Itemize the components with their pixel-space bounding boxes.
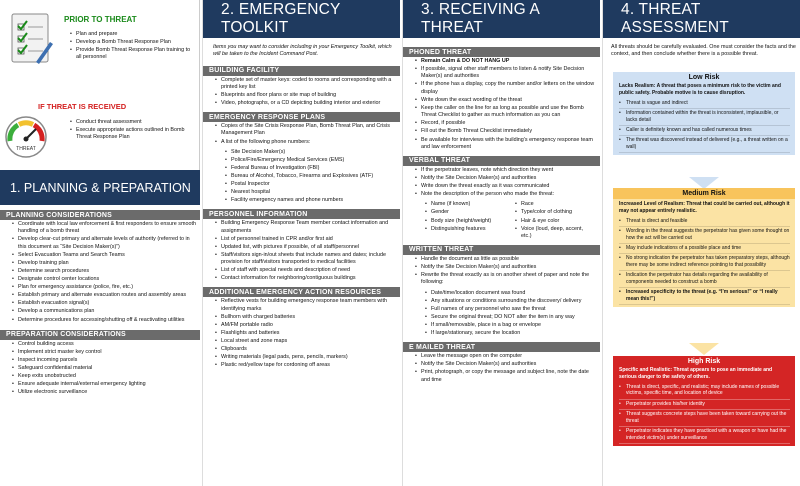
list-item: • Bullhorn with charged batteries: [215, 314, 399, 321]
medium-risk-title: Medium Risk: [613, 188, 795, 199]
list-item: • Rewrite the threat exactly as is on another sheet of paper and note the following:: [415, 272, 599, 287]
emailed-header: E MAILED THREAT: [403, 342, 600, 352]
description-right: [511, 200, 591, 242]
list-item: • Building Emergency Response Team member contact information and assignments: [215, 220, 399, 235]
medium-risk-box: [613, 188, 795, 307]
list-item: • Gender: [425, 209, 509, 216]
list-item: • Copies of the Site Crisis Response Plan, Bomb Threat Plan, and Crisis Management Plan: [215, 123, 399, 138]
assessment-title: 4. THREAT ASSESSMENT: [603, 0, 800, 38]
planning-banner: [0, 170, 200, 205]
list-item: • Local street and zone maps: [215, 338, 399, 345]
list-item: • Perpetrator provides his/her identity: [619, 400, 790, 410]
list-item: • Develop a communications plan: [12, 308, 198, 315]
receiving-column: [402, 0, 600, 486]
written-header: WRITTEN THREAT: [403, 245, 600, 255]
list-item: • Information contained within the threat is inconsistent, implausible, or lacks detail: [619, 109, 790, 126]
list-item: • If large/stationary, secure the location: [425, 330, 599, 337]
written-sublist: [403, 289, 600, 340]
phoned-list: [403, 57, 600, 153]
low-risk-title: Low Risk: [688, 74, 720, 81]
list-item: • Develop training plan: [12, 260, 198, 267]
list-item: • Bureau of Alcohol, Tobacco, Firearms and Explosives (ATF): [225, 173, 399, 180]
personnel-header: PERSONNEL INFORMATION: [203, 209, 400, 219]
written-list: [403, 255, 600, 289]
list-item: • Staff/visitors sign-in/out sheets that include names and dates; include provision for staff/visitors transported to medical facilities: [215, 252, 399, 267]
high-risk-box: [613, 356, 795, 446]
preparation-header: PREPARATION CONSIDERATIONS: [0, 330, 200, 340]
list-item: • Site Decision Maker(s): [225, 149, 399, 156]
list-item: • Increased specificity to the threat (e.g. “I’m serious!” or “I really mean this!”): [619, 288, 790, 305]
toolkit-intro: Items you may want to consider including in your Emergency Toolkit, which will be taken to the Incident Command Post.: [213, 44, 392, 58]
description-grid: [403, 200, 600, 242]
list-item: • Type/color of clothing: [515, 209, 589, 216]
list-item: • Notify the Site Decision Maker(s) and authorities: [415, 264, 599, 271]
list-item: • Blueprints and floor plans or site map of building: [215, 92, 399, 99]
list-item: • Execute appropriate actions outlined in Bomb Threat Response Plan: [70, 127, 196, 142]
list-item: • Indication the perpetrator has details regarding the availability of components needed to construct a bomb: [619, 271, 790, 288]
list-item: • Facility emergency names and phone numbers: [225, 197, 399, 204]
list-item: • AM/FM portable radio: [215, 322, 399, 329]
list-item: • List of staff with special needs and description of need: [215, 267, 399, 274]
list-item: • Hair & eye color: [515, 218, 589, 225]
list-item: • If possible, signal other staff members to listen & notify Site Decision Maker(s) and authorities: [415, 66, 599, 81]
received-list: [58, 118, 198, 143]
down-arrow-icon: [689, 343, 719, 355]
list-item: • Reflective vests for building emergency response team members with identifying marks: [215, 298, 399, 313]
list-item: • Threat is direct and feasible: [619, 217, 790, 227]
high-risk-list: [613, 383, 795, 446]
list-item: • Plastic red/yellow tape for cordoning off areas: [215, 362, 399, 369]
list-item: • Threat is vague and indirect: [619, 99, 790, 109]
additional-list: [203, 297, 400, 371]
list-item: • May include indications of a possible place and time: [619, 244, 790, 254]
list-item: • Be available for interviews with the building’s emergency response team and law enforcement: [415, 137, 599, 152]
additional-header: ADDITIONAL EMERGENCY ACTION RESOURCES: [203, 287, 400, 297]
list-item: • Ensure adequate internal/external emergency lighting: [12, 381, 198, 388]
list-item: • Write down the exact wording of the threat: [415, 97, 599, 104]
overview-box: [0, 0, 200, 170]
checklist-icon: [6, 12, 54, 66]
list-item: • Implement strict master key control: [12, 349, 198, 356]
high-risk-title: High Risk: [687, 358, 721, 365]
list-item: • Provide Bomb Threat Response Plan training to all personnel: [70, 47, 196, 62]
list-item: • Develop clear-cut primary and alternate levels of authority (referred to in this document as “Site Decision Maker(s)”): [12, 236, 198, 251]
assessment-column: [602, 0, 800, 486]
list-item: • Postal Inspector: [225, 181, 399, 188]
building-header: BUILDING FACILITY: [203, 66, 400, 76]
list-item: • Plan for emergency assistance (police, fire, etc.): [12, 284, 198, 291]
list-item: • Caller is definitely known and has called numerous times: [619, 126, 790, 136]
list-item: • Secure the original threat; DO NOT alter the item in any way: [425, 314, 599, 321]
list-item: • Safeguard confidential material: [12, 365, 198, 372]
list-item: • Notify the Site Decision Maker(s) and authorities: [415, 361, 599, 368]
high-risk-desc: Specific and Realistic: Threat appears to pose an immediate and serious danger to the safety of others.: [619, 367, 773, 380]
toolkit-title: 2. EMERGENCY TOOLKIT: [203, 0, 400, 38]
list-item: • Print, photograph, or copy the message and subject line, note the date and time: [415, 369, 599, 384]
list-item: • Name (if known): [425, 201, 509, 208]
list-item: • Note the description of the person who made the threat:: [415, 191, 599, 198]
page-title: 1. PLANNING & PREPARATION: [10, 180, 191, 195]
list-item: • If small/removable, place in a bag or envelope: [425, 322, 599, 329]
planning-header: PLANNING CONSIDERATIONS: [0, 210, 200, 220]
plans-list: [203, 122, 400, 147]
low-risk-desc: Lacks Realism: A threat that poses a minimum risk to the victim and public safety. Probable motive is to cause disruption.: [619, 83, 781, 96]
list-item: • If the perpetrator leaves, note which direction they went: [415, 167, 599, 174]
list-item: • Control building access: [12, 341, 198, 348]
list-item: • Designate control center locations: [12, 276, 198, 283]
list-item: • Full names of any personnel who saw the threat: [425, 306, 599, 313]
prior-title: PRIOR TO THREAT: [64, 15, 137, 24]
low-risk-box: [613, 72, 795, 155]
emailed-list: [403, 352, 600, 386]
list-item: • Leave the message open on the computer: [415, 353, 599, 360]
medium-risk-desc: Increased Level of Realism: Threat that could be carried out, although it may not appear entirely realistic.: [619, 201, 790, 214]
personnel-list: [203, 219, 400, 284]
list-item: • A list of the following phone numbers:: [215, 139, 399, 146]
list-item: • Threat is direct, specific, and realistic; may include names of possible victims, specific time, and location of device: [619, 383, 790, 400]
list-item: • Determine procedures for accessing/shutting off & reactivating utilities: [12, 317, 198, 324]
list-item: • Date/time/location document was found: [425, 290, 599, 297]
receiving-title: 3. RECEIVING A THREAT: [403, 0, 600, 38]
list-item: • Write down the threat exactly as it was communicated: [415, 183, 599, 190]
received-title: IF THREAT IS RECEIVED: [38, 102, 127, 111]
list-item: • Body size (height/weight): [425, 218, 509, 225]
medium-risk-list: [613, 217, 795, 308]
list-item: • Fill out the Bomb Threat Checklist immediately: [415, 128, 599, 135]
preparation-list: [0, 340, 200, 399]
list-item: • Establish evacuation signal(s): [12, 300, 198, 307]
list-item: • Wording in the threat suggests the perpetrator has given some thought on how the act will be carried out: [619, 227, 790, 244]
list-item: • Remain Calm & DO NOT HANG UP: [415, 58, 599, 65]
list-item: • Perpetrator indicates they have practiced with a weapon or have had the intended victim(s) under surveillance: [619, 427, 790, 444]
list-item: • Utilize electronic surveillance: [12, 389, 198, 396]
list-item: • Federal Bureau of Investigation (FBI): [225, 165, 399, 172]
list-item: • Race: [515, 201, 589, 208]
list-item: • Plan and prepare: [70, 31, 196, 38]
list-item: • List of personnel trained in CPR and/or first aid: [215, 236, 399, 243]
list-item: • Writing materials (legal pads, pens, pencils, markers): [215, 354, 399, 361]
list-item: • Nearest hospital: [225, 189, 399, 196]
phoned-header: PHONED THREAT: [403, 47, 600, 57]
phone-list: [203, 148, 400, 207]
list-item: • Updated list, with pictures if possible, of all staff/personnel: [215, 244, 399, 251]
list-item: • Video, photographs, or a CD depicting building interior and exterior: [215, 100, 399, 107]
list-item: • Keep exits unobstructed: [12, 373, 198, 380]
list-item: • Flashlights and batteries: [215, 330, 399, 337]
list-item: • Conduct threat assessment: [70, 119, 196, 126]
description-left: [421, 200, 511, 242]
list-item: • Handle the document as little as possible: [415, 256, 599, 263]
verbal-list: [403, 166, 600, 200]
building-list: [203, 76, 400, 110]
assessment-intro: All threats should be carefully evaluated. One must consider the facts and the context, and then conclude whether there is a possible threat.: [611, 44, 796, 58]
list-item: • Voice (loud, deep, accent, etc.): [515, 226, 589, 241]
threat-meter-label: THREAT: [16, 146, 36, 152]
list-item: • Determine search procedures: [12, 268, 198, 275]
toolkit-column: [202, 0, 400, 486]
list-item: • The threat was discovered instead of delivered (e.g., a threat written on a wall): [619, 136, 790, 153]
planning-list: [0, 220, 200, 326]
list-item: • Clipboards: [215, 346, 399, 353]
list-item: • Inspect incoming parcels: [12, 357, 198, 364]
list-item: • Threat suggests concrete steps have been taken toward carrying out the threat: [619, 410, 790, 427]
list-item: • No strong indication the perpetrator has taken preparatory steps, although there may be some indirect reference pointing to that possibility: [619, 254, 790, 271]
list-item: • Distinguishing features: [425, 226, 509, 233]
list-item: • Record, if possible: [415, 120, 599, 127]
list-item: • Any situations or conditions surrounding the discovery/ delivery: [425, 298, 599, 305]
list-item: • Establish primary and alternate evacuation routes and assembly areas: [12, 292, 198, 299]
list-item: • Select Evacuation Teams and Search Teams: [12, 252, 198, 259]
plans-header: EMERGENCY RESPONSE PLANS: [203, 112, 400, 122]
list-item: • Police/Fire/Emergency Medical Services (EMS): [225, 157, 399, 164]
list-item: • Coordinate with local law enforcement & first responders to ensure smooth handling of a bomb threat: [12, 221, 198, 236]
list-item: • Develop a Bomb Threat Response Plan: [70, 39, 196, 46]
list-item: • Contact information for neighboring/contiguous buildings: [215, 275, 399, 282]
list-item: • Keep the caller on the line for as long as possible and use the Bomb Threat Checklist to gather as much information as you can: [415, 105, 599, 120]
planning-column: [0, 0, 200, 486]
threat-meter-icon: [4, 115, 48, 159]
list-item: • Complete set of master keys: coded to rooms and corresponding with a printed key list: [215, 77, 399, 92]
list-item: • If the phone has a display, copy the number and/or letters on the window display: [415, 81, 599, 96]
verbal-header: VERBAL THREAT: [403, 156, 600, 166]
low-risk-list: [613, 99, 795, 156]
list-item: • Notify the Site Decision Maker(s) and authorities: [415, 175, 599, 182]
prior-list: [58, 30, 198, 64]
